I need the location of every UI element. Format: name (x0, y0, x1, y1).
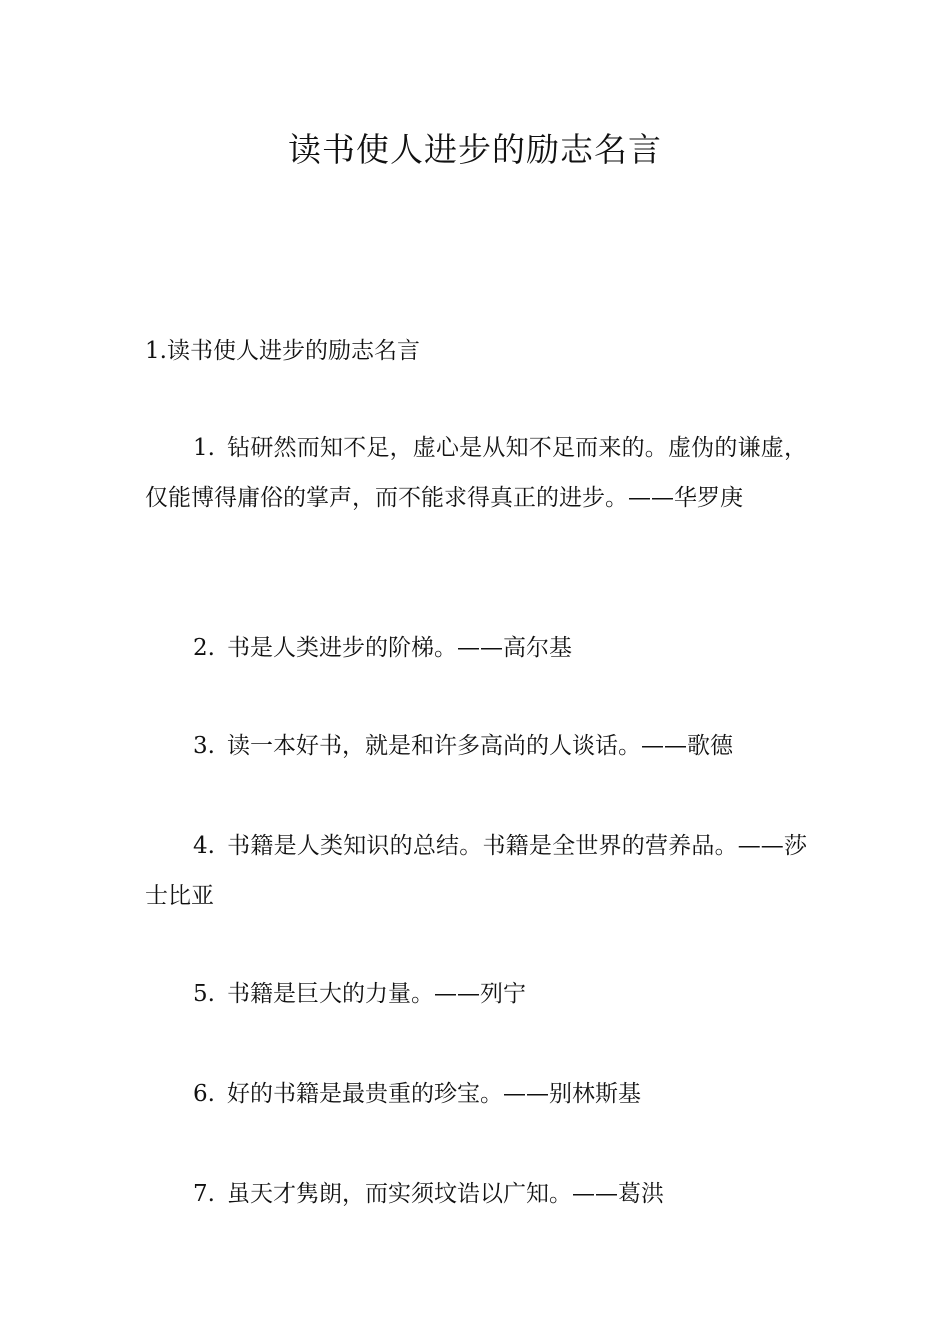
quote-text: 钻研然而知不足，虚心是从知不足而来的。虚伪的谦虚，仅能博得庸俗的掌声，而不能求得真正的进步。——华罗庚 (145, 435, 807, 511)
quote-number: 4. (193, 833, 215, 859)
quote-text: 虽天才隽朗，而实须坟诰以广知。——葛洪 (226, 1181, 664, 1207)
quote-item (145, 423, 807, 523)
section-heading: 1.读书使人进步的励志名言 (145, 338, 420, 364)
quote-text: 书籍是巨大的力量。——列宁 (226, 981, 526, 1007)
quote-number: 1. (193, 435, 215, 461)
quote-number: 6. (193, 1081, 215, 1107)
quote-text: 书籍是人类知识的总结。书籍是全世界的营养品。——莎士比亚 (145, 833, 807, 909)
quote-text: 书是人类进步的阶梯。——高尔基 (226, 635, 572, 661)
quote-item (145, 623, 807, 673)
quote-item (145, 1069, 807, 1119)
quote-number: 5. (193, 981, 215, 1007)
quote-text: 好的书籍是最贵重的珍宝。——别林斯基 (226, 1081, 641, 1107)
quote-item (145, 721, 807, 771)
quote-number: 3. (193, 733, 215, 759)
quote-item (145, 969, 807, 1019)
quote-item (145, 1169, 807, 1219)
quote-number: 2. (193, 635, 215, 661)
quote-number: 7. (193, 1181, 215, 1207)
quote-text: 读一本好书，就是和许多高尚的人谈话。——歌德 (226, 733, 733, 759)
document-title: 读书使人进步的励志名言 (288, 130, 662, 169)
quote-item (145, 821, 807, 921)
